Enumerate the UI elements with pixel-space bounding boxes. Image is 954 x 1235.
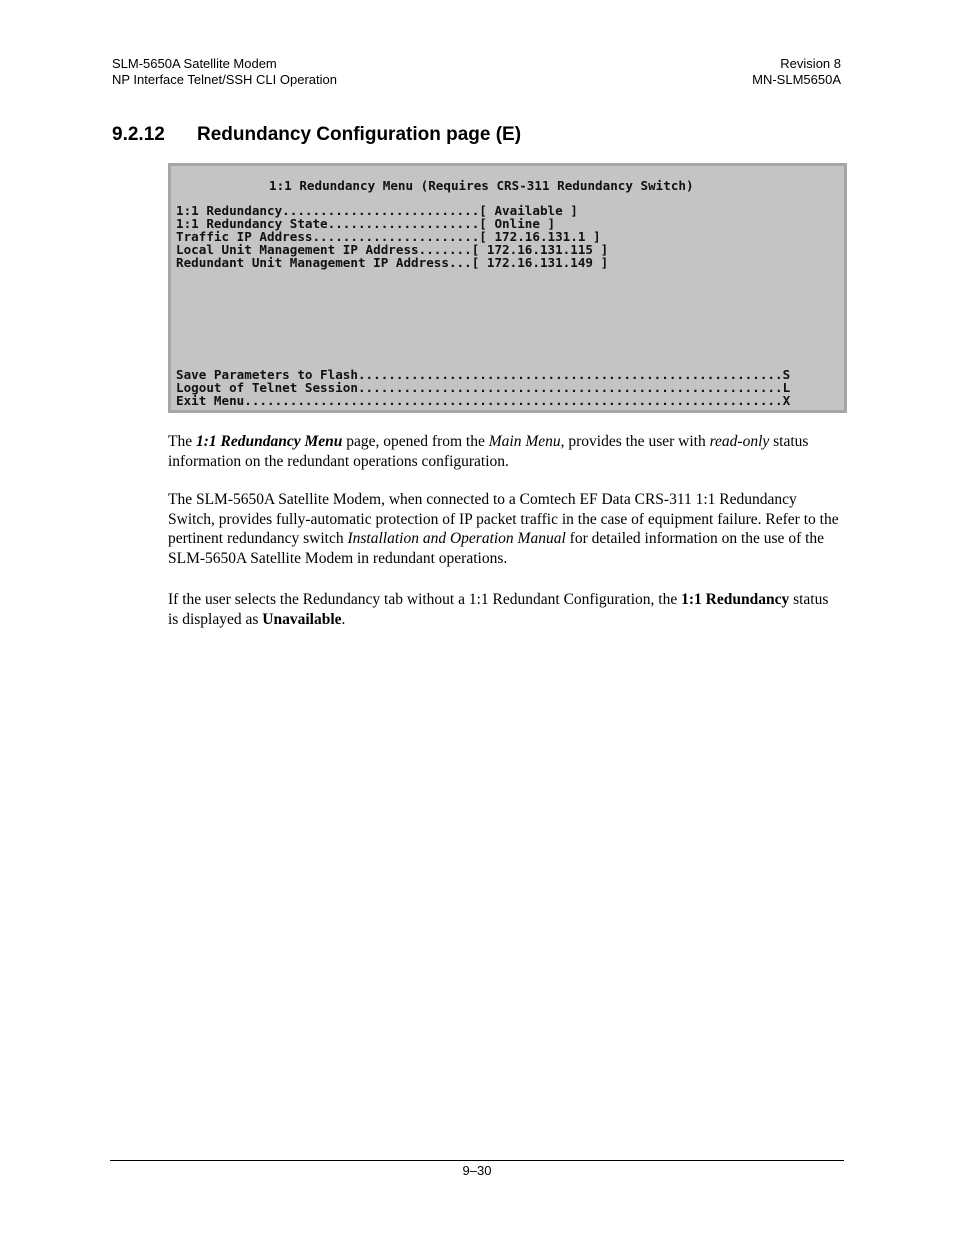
- manual-title-emphasis: Installation and Operation Manual: [347, 530, 566, 548]
- header-chapter: NP Interface Telnet/SSH CLI Operation: [112, 72, 337, 87]
- section-number: 9.2.12: [112, 124, 165, 145]
- terminal-menu-option-logout: Logout of Telnet Session........................................................L: [176, 380, 791, 395]
- section-title: Redundancy Configuration page (E): [197, 124, 522, 145]
- page-number: 9–30: [462, 1163, 492, 1178]
- paragraph-intro: [168, 432, 840, 471]
- unavailable-emphasis: Unavailable: [262, 610, 342, 628]
- text-run: for detailed information on the use of the SLM-5650A Satellite Modem in redundant operations.: [168, 530, 825, 568]
- redundancy-label-emphasis: 1:1 Redundancy: [681, 591, 790, 608]
- terminal-status-line: Traffic IP Address......................[ 172.16.131.1 ]: [176, 229, 601, 244]
- text-run: page, opened from the: [342, 433, 489, 450]
- text-run: .: [341, 610, 346, 628]
- footer-divider: [110, 1160, 844, 1161]
- text-run: If the user selects the Redundancy tab without a 1:1 Redundant Configuration, the: [168, 591, 682, 608]
- terminal-status-line: 1:1 Redundancy State....................[ Online ]: [176, 216, 556, 231]
- page-header-right: [752, 56, 841, 88]
- page-header-left: [112, 56, 337, 88]
- terminal-screenshot: [168, 163, 847, 413]
- paragraph-redundancy-switch: [168, 490, 840, 569]
- header-doc-number: MN-SLM5650A: [752, 72, 841, 87]
- text-run: status is displayed as: [168, 591, 829, 628]
- text-run: status information on the redundant operations configuration.: [168, 433, 809, 470]
- terminal-menu-title: 1:1 Redundancy Menu (Requires CRS-311 Redundancy Switch): [269, 178, 694, 193]
- paragraph-unavailable-note: [168, 590, 840, 629]
- main-menu-emphasis: Main Menu: [488, 433, 561, 450]
- terminal-status-line: 1:1 Redundancy..........................[ Available ]: [176, 203, 578, 218]
- text-run: , provides the user with: [560, 433, 710, 450]
- terminal-status-line: Redundant Unit Management IP Address...[ 172.16.131.149 ]: [176, 255, 609, 270]
- header-revision: Revision 8: [780, 56, 841, 71]
- menu-name-emphasis: 1:1 Redundancy Menu: [195, 433, 343, 450]
- terminal-menu-option-exit: Exit Menu.......................................................................X: [176, 393, 791, 408]
- text-run: The SLM-5650A Satellite Modem, when connected to a Comtech EF Data CRS-311 1:1 Redundancy Switch, provides fully-automatic protection of IP packet traffic in the case of equipment failure. Refer to the pertinent redundancy switch: [168, 491, 839, 548]
- section-heading: [112, 123, 521, 147]
- header-product: SLM-5650A Satellite Modem: [112, 56, 277, 71]
- terminal-menu-option-save: Save Parameters to Flash........................................................S: [176, 367, 791, 382]
- read-only-emphasis: read-only: [709, 433, 770, 450]
- text-run: The: [168, 433, 196, 450]
- terminal-status-line: Local Unit Management IP Address.......[ 172.16.131.115 ]: [176, 242, 609, 257]
